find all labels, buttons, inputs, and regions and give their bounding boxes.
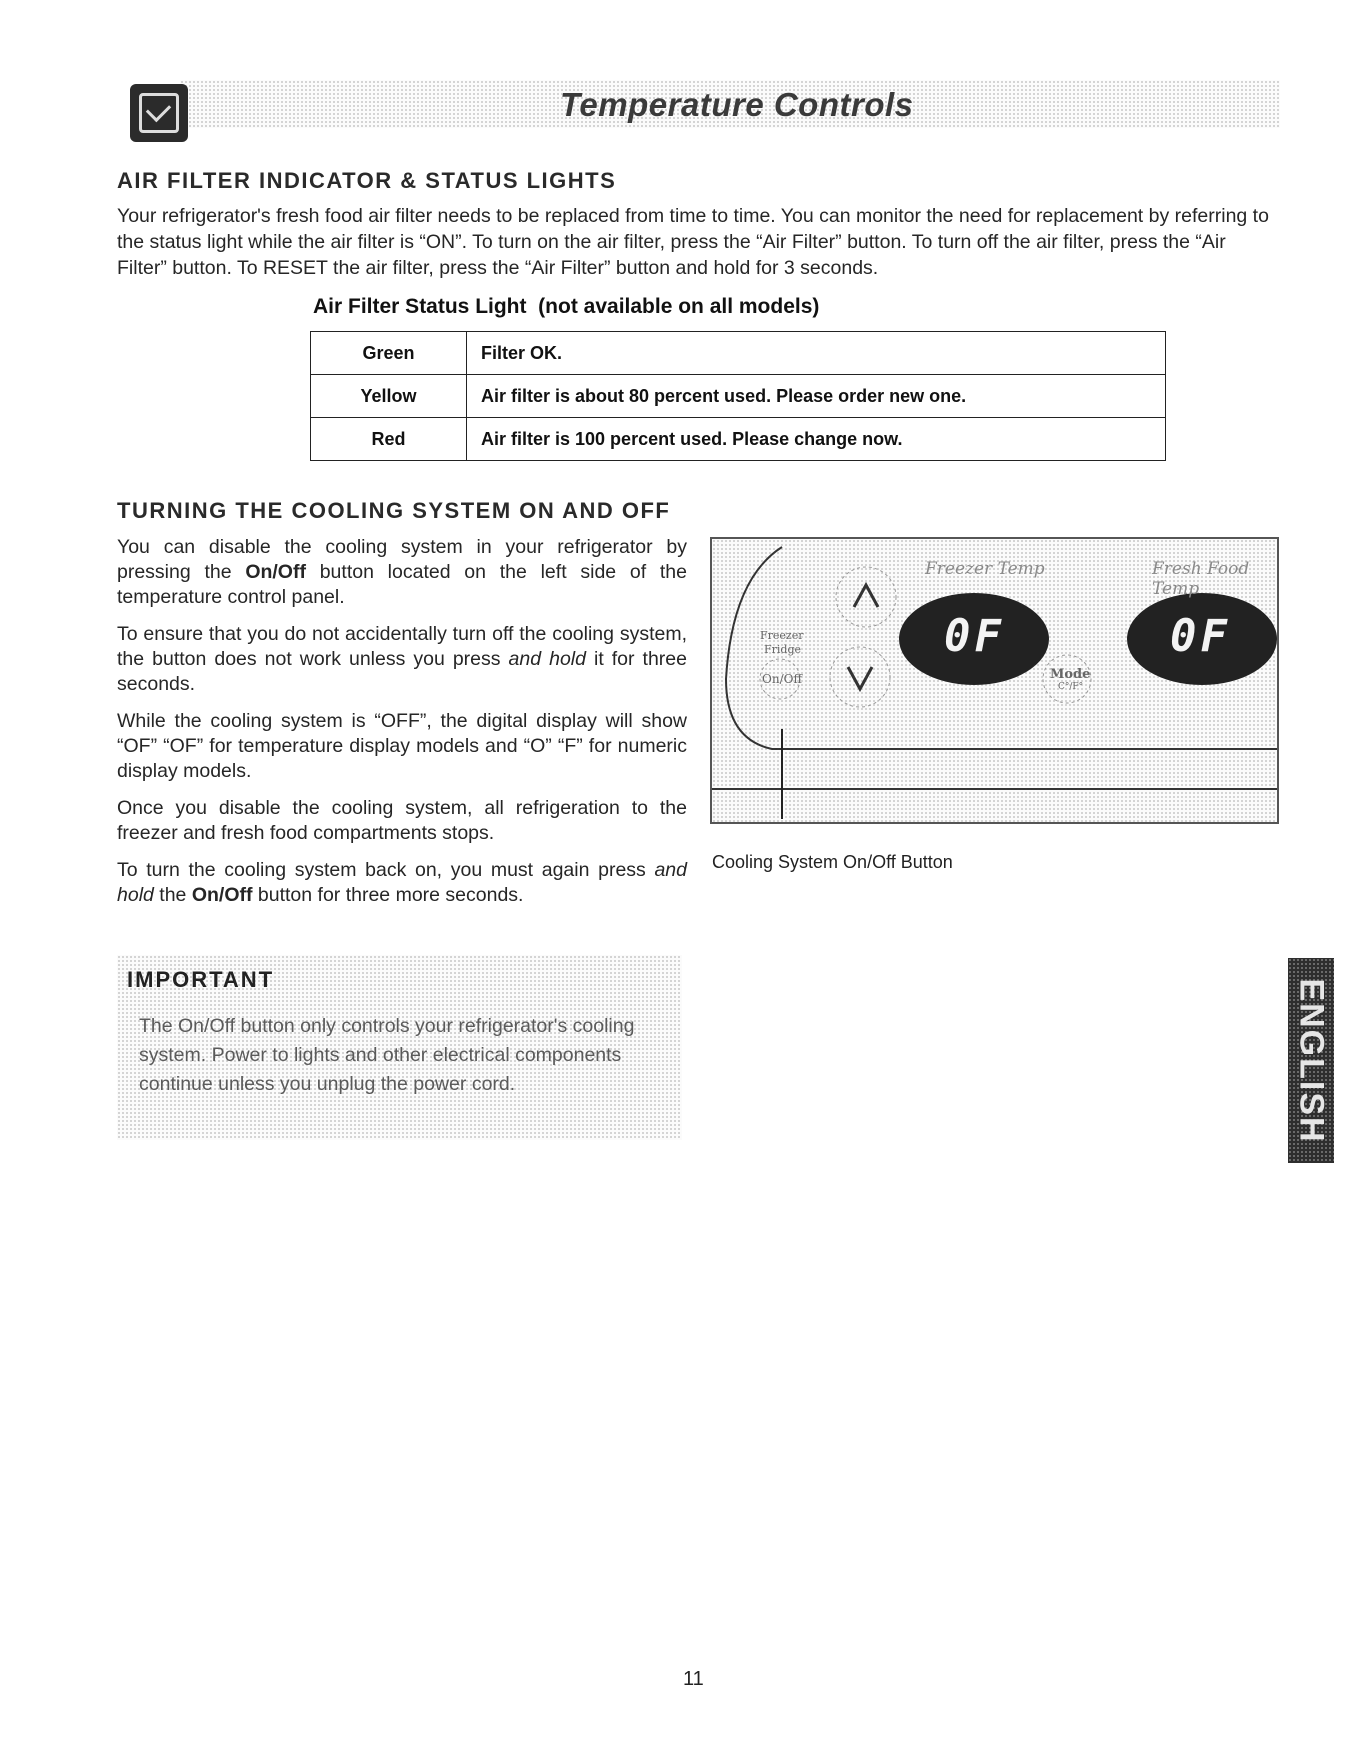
freezer-temp-label: Freezer Temp [925, 559, 1045, 579]
control-panel-illustration [710, 537, 1279, 824]
table-row [311, 332, 1166, 375]
paragraph: To turn the cooling system back on, you must again press and hold the On/Off button for three more seconds. [117, 859, 687, 906]
cooling-body [117, 535, 687, 920]
fridge-small-label: Fridge [764, 643, 802, 656]
page-number: 11 [683, 1668, 704, 1690]
important-text: The On/Off button only controls your refrigerator's cooling system. Power to lights and other electrical components continue unless you unplug the power cord. [139, 1015, 635, 1095]
checklist-icon [130, 84, 188, 142]
freezer-display-text: 0F [944, 611, 1005, 662]
important-note [117, 955, 682, 1140]
page-header [130, 72, 1280, 142]
paragraph: While the cooling system is “OFF”, the digital display will show “OF” “OF” for temperature display models and “O” “F” for numeric display models. [117, 710, 687, 782]
language-tab-label: ENGLISH [1292, 977, 1331, 1144]
table-row [311, 418, 1166, 461]
mode-sub-label: C°/F° [1058, 682, 1084, 692]
paragraph: To ensure that you do not accidentally turn off the cooling system, the button does not work unless you press and hold it for three seconds. [117, 623, 687, 695]
status-description: Filter OK. [467, 332, 1166, 375]
status-light-table [310, 331, 1166, 461]
status-color: Red [311, 418, 467, 461]
chevron-up-icon[interactable] [836, 567, 896, 627]
important-heading: IMPORTANT [127, 967, 275, 992]
paragraph: You can disable the cooling system in your refrigerator by pressing the On/Off button located on the left side of the temperature control panel. [117, 536, 687, 608]
page-title: Temperature Controls [560, 86, 914, 123]
status-color: Green [311, 332, 467, 375]
status-description: Air filter is about 80 percent used. Please order new one. [467, 375, 1166, 418]
on-off-label: On/Off [762, 672, 802, 686]
air-filter-intro: Your refrigerator's fresh food air filter needs to be replaced from time to time. You can monitor the need for replacement by referring to the status light while the air filter is “ON”. To turn on the air filter, press the “Air Filter” button. To turn off the air filter, press the “Air Filter” button. To RESET the air filter, press the “Air Filter” button and hold for 3 seconds. [117, 205, 1269, 279]
fresh-food-temp-label: Fresh Food Temp [1152, 559, 1250, 599]
chevron-down-icon[interactable] [830, 647, 890, 707]
freezer-small-label: Freezer [760, 629, 804, 642]
air-filter-heading: AIR FILTER INDICATOR & STATUS LIGHTS [117, 168, 617, 193]
panel-caption: Cooling System On/Off Button [712, 852, 953, 872]
status-description: Air filter is 100 percent used. Please change now. [467, 418, 1166, 461]
status-table-caption: Air Filter Status Light (not available on all models) [313, 295, 820, 318]
language-tab [1288, 958, 1334, 1163]
status-color: Yellow [311, 375, 467, 418]
paragraph: Once you disable the cooling system, all refrigeration to the freezer and fresh food compartments stops. [117, 797, 687, 844]
cooling-heading: TURNING THE COOLING SYSTEM ON AND OFF [117, 498, 671, 523]
mode-label: Mode [1050, 667, 1091, 682]
table-row [311, 375, 1166, 418]
fresh-display-text: 0F [1170, 611, 1231, 662]
